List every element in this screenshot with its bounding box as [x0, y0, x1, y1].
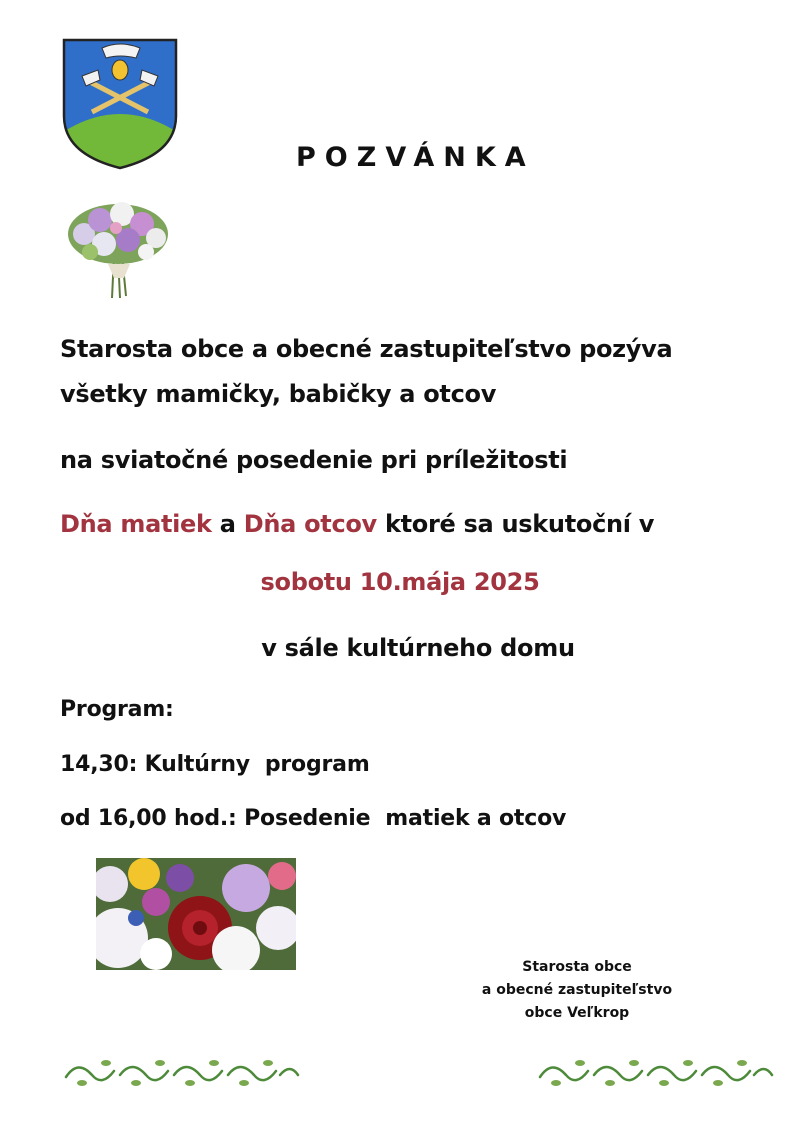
signature-line: Starosta obce: [522, 959, 632, 975]
floral-ornament-icon: [62, 1053, 302, 1093]
signature-block: [452, 956, 702, 1025]
flower-bouquet-icon: [64, 194, 172, 300]
occasion-line: [60, 510, 654, 538]
signature-line: a obecné zastupiteľstvo: [481, 982, 673, 998]
event-venue: v sále kultúrneho domu: [261, 634, 575, 662]
coat-of-arms-icon: [60, 36, 180, 172]
intro-line-2: všetky mamičky, babičky a otcov: [60, 380, 497, 408]
occasion-tail: ktoré sa uskutoční v: [376, 510, 655, 538]
program-item: 14,30: Kultúrny program: [60, 752, 370, 777]
occasion-highlight-mothers-day: Dňa matiek: [60, 510, 212, 538]
page-title: POZVÁNKA: [296, 142, 535, 173]
occasion-highlight-fathers-day: Dňa otcov: [243, 510, 377, 538]
program-item: od 16,00 hod.: Posedenie matiek a otcov: [60, 806, 567, 831]
occasion-connector: a: [211, 510, 244, 538]
floral-ornament-icon: [536, 1053, 776, 1093]
signature-line: obce Veľkrop: [524, 1005, 630, 1021]
intro-line-3: na sviatočné posedenie pri príležitosti: [60, 446, 568, 474]
flowers-photo-icon: [96, 858, 296, 970]
program-heading: Program:: [60, 697, 174, 722]
event-date: sobotu 10.mája 2025: [260, 568, 540, 596]
intro-line-1: Starosta obce a obecné zastupiteľstvo pozýva: [60, 335, 673, 363]
